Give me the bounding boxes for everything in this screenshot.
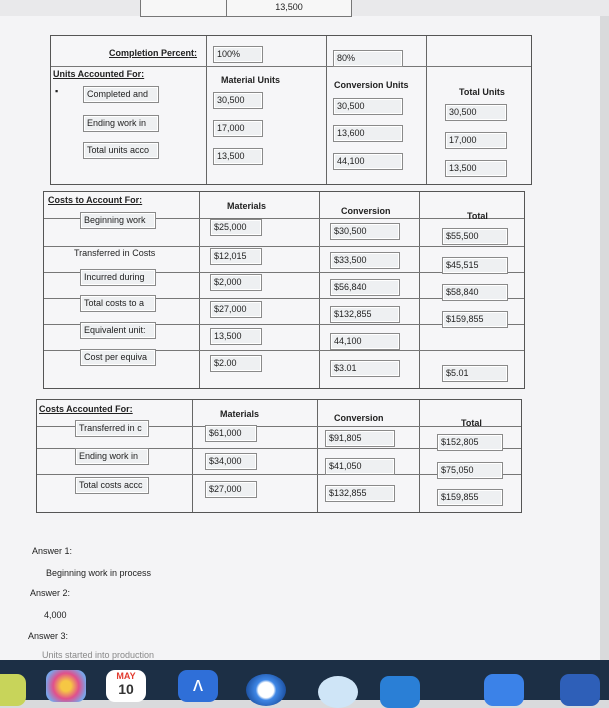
app-icon[interactable] [318, 676, 358, 708]
total-cost-cell[interactable]: $75,050 [437, 462, 503, 479]
conversion-units-cell[interactable]: 13,600 [333, 125, 403, 142]
row-label-field[interactable]: Ending work in [75, 448, 149, 465]
calendar-icon[interactable] [106, 670, 146, 702]
row-label-field[interactable]: Beginning work [80, 212, 156, 229]
row-label-field[interactable]: Total costs to a [80, 295, 156, 312]
conversion-cost-cell[interactable]: $33,500 [330, 252, 400, 269]
calendar-day: 10 [118, 681, 134, 697]
conversion-cost-cell[interactable]: $132,855 [325, 485, 395, 502]
total-cost-cell[interactable]: $152,805 [437, 434, 503, 451]
row-label-field[interactable]: Incurred during [80, 269, 156, 286]
total-cost-cell[interactable]: $55,500 [442, 228, 508, 245]
materials-cost-cell[interactable]: $12,015 [210, 248, 262, 265]
materials-cost-cell[interactable]: $2,000 [210, 274, 262, 291]
conversion-units-header: Conversion Units [334, 80, 409, 90]
units-table [50, 35, 532, 185]
total-header: Total [461, 418, 482, 428]
photos-icon[interactable] [46, 670, 86, 702]
app-icon[interactable] [560, 674, 600, 706]
total-cost-cell[interactable]: $159,855 [442, 311, 508, 328]
conversion-units-cell[interactable]: 30,500 [333, 98, 403, 115]
row-label-field[interactable]: Transferred in c [75, 420, 149, 437]
row-marker-icon: ▪ [55, 86, 59, 96]
answer-1-value: Beginning work in process [46, 568, 152, 578]
row-label-field[interactable]: Cost per equiva [80, 349, 156, 366]
conversion-units-cell[interactable]: 44,100 [333, 153, 403, 170]
conversion-cost-cell[interactable]: $41,050 [325, 458, 395, 475]
total-units-cell[interactable]: 17,000 [445, 132, 507, 149]
total-header: Total [467, 211, 488, 221]
materials-header: Materials [220, 409, 260, 419]
answer-3-value: Units started into production [42, 650, 155, 660]
row-label-field[interactable]: Total units acco [83, 142, 159, 159]
app-icon[interactable] [484, 674, 524, 706]
total-cost-cell[interactable]: $45,515 [442, 257, 508, 274]
row-label: Transferred in Costs [74, 248, 156, 258]
app-store-icon[interactable]: ʌ [178, 670, 218, 702]
top-cell-left [140, 0, 228, 17]
conversion-unit-cost-cell[interactable]: $3.01 [330, 360, 400, 377]
materials-cost-cell[interactable]: $27,000 [205, 481, 257, 498]
material-units-cell[interactable]: 30,500 [213, 92, 263, 109]
total-units-header: Total Units [459, 87, 505, 97]
top-cell-value: 13,500 [226, 0, 352, 17]
answer-2-value: 4,000 [44, 610, 67, 620]
total-units-cell[interactable]: 30,500 [445, 104, 507, 121]
conversion-percent-field[interactable]: 80% [333, 50, 403, 67]
row-label-field[interactable]: Ending work in [83, 115, 159, 132]
conversion-units-cell[interactable]: 44,100 [330, 333, 400, 350]
costs-to-account-table [43, 191, 525, 389]
material-units-header: Material Units [221, 75, 281, 85]
app-icon[interactable] [380, 676, 420, 708]
conversion-header: Conversion [334, 413, 384, 423]
materials-cost-cell[interactable]: $27,000 [210, 301, 262, 318]
costs-accounted-table [36, 399, 522, 513]
row-label-field[interactable]: Equivalent unit: [80, 322, 156, 339]
materials-percent-field[interactable]: 100% [213, 46, 263, 63]
total-cost-cell[interactable]: $58,840 [442, 284, 508, 301]
calendar-month: MAY [116, 671, 136, 681]
materials-unit-cost-cell[interactable]: $2.00 [210, 355, 262, 372]
answer-2-label: Answer 2: [30, 588, 71, 598]
materials-cost-cell[interactable]: $34,000 [205, 453, 257, 470]
materials-header: Materials [227, 201, 267, 211]
materials-cost-cell[interactable]: $25,000 [210, 219, 262, 236]
units-accounted-label: Units Accounted For: [53, 69, 145, 79]
row-label-field[interactable]: Completed and [83, 86, 159, 103]
safari-icon[interactable] [246, 674, 286, 706]
total-unit-cost-cell[interactable]: $5.01 [442, 365, 508, 382]
answer-1-label: Answer 1: [32, 546, 73, 556]
materials-cost-cell[interactable]: $61,000 [205, 425, 257, 442]
completion-percent-label: Completion Percent: [109, 48, 198, 58]
dock [0, 660, 609, 700]
app-icon[interactable] [0, 674, 26, 706]
material-units-cell[interactable]: 13,500 [213, 148, 263, 165]
top-strip [0, 0, 609, 16]
conversion-cost-cell[interactable]: $91,805 [325, 430, 395, 447]
total-units-cell[interactable]: 13,500 [445, 160, 507, 177]
material-units-cell[interactable]: 17,000 [213, 120, 263, 137]
row-label-field[interactable]: Total costs accc [75, 477, 149, 494]
answer-3-label: Answer 3: [28, 631, 69, 641]
costs-to-account-label: Costs to Account For: [48, 195, 143, 205]
conversion-cost-cell[interactable]: $56,840 [330, 279, 400, 296]
conversion-header: Conversion [341, 206, 391, 216]
materials-units-cell[interactable]: 13,500 [210, 328, 262, 345]
conversion-cost-cell[interactable]: $132,855 [330, 306, 400, 323]
conversion-cost-cell[interactable]: $30,500 [330, 223, 400, 240]
costs-accounted-label: Costs Accounted For: [39, 404, 133, 414]
total-cost-cell[interactable]: $159,855 [437, 489, 503, 506]
